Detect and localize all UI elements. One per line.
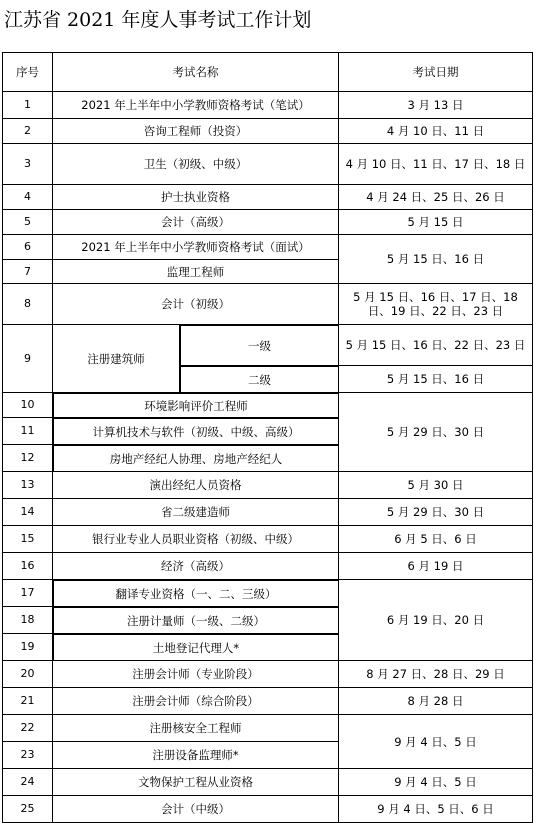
exam-level: 一级: [180, 325, 339, 366]
exam-name: 咨询工程师（投资）: [53, 119, 339, 144]
row-no: 19: [3, 634, 53, 661]
row-no: 10: [3, 393, 53, 418]
exam-name: 房地产经纪人协理、房地产经纪人: [53, 445, 339, 472]
table-row: [3, 553, 533, 580]
exam-name: 会计（初级）: [53, 284, 339, 325]
exam-date: 6 月 5 日、6 日: [339, 526, 533, 553]
row-no: 5: [3, 210, 53, 235]
table-row: [3, 325, 533, 366]
row-no: 3: [3, 144, 53, 185]
exam-date: 5 月 15 日、16 日: [339, 235, 533, 284]
exam-name: 翻译专业资格（一、二、三级）: [53, 580, 339, 607]
exam-date: 5 月 15 日、16 日: [339, 366, 533, 393]
exam-date: 5 月 29 日、30 日: [339, 499, 533, 526]
exam-date: 4 月 24 日、25 日、26 日: [339, 185, 533, 210]
level-cell: [180, 325, 339, 366]
exam-date: 9 月 4 日、5 日: [339, 715, 533, 769]
table-row: [3, 580, 533, 607]
table-row: [3, 715, 533, 742]
exam-name: 护士执业资格: [53, 185, 339, 210]
exam-name: 注册会计师（专业阶段）: [53, 661, 339, 688]
exam-name-cell: [53, 634, 339, 661]
table-row: [3, 185, 533, 210]
exam-date: 5 月 15 日: [339, 210, 533, 235]
exam-name: 省二级建造师: [53, 499, 339, 526]
exam-name: 注册建筑师: [53, 325, 180, 393]
exam-name-cell: [53, 445, 339, 472]
row-no: 15: [3, 526, 53, 553]
row-no: 16: [3, 553, 53, 580]
exam-name: 环境影响评价工程师: [53, 393, 339, 418]
table-row: [3, 499, 533, 526]
exam-date: 6 月 19 日、20 日: [339, 580, 533, 661]
exam-name: 2021 年上半年中小学教师资格考试（面试）: [53, 235, 339, 260]
exam-name-cell: [53, 580, 339, 607]
header-no: 序号: [3, 53, 53, 92]
exam-name: 卫生（初级、中级）: [53, 144, 339, 185]
row-no: 9: [3, 325, 53, 393]
row-no: 23: [3, 742, 53, 769]
exam-name-cell: [53, 418, 339, 445]
exam-date: 3 月 13 日: [339, 92, 533, 119]
row-no: 25: [3, 796, 53, 823]
exam-date: 5 月 15 日、16 日、17 日、18 日、19 日、22 日、23 日: [339, 284, 533, 325]
row-no: 13: [3, 472, 53, 499]
row-no: 11: [3, 418, 53, 445]
exam-name: 土地登记代理人*: [53, 634, 339, 661]
row-no: 4: [3, 185, 53, 210]
row-no: 14: [3, 499, 53, 526]
exam-name: 监理工程师: [53, 260, 339, 284]
table-row: [3, 661, 533, 688]
row-no: 21: [3, 688, 53, 715]
table-row: [3, 284, 533, 325]
exam-name: 演出经纪人员资格: [53, 472, 339, 499]
exam-date: 9 月 4 日、5 日、6 日: [339, 796, 533, 823]
table-row: [3, 92, 533, 119]
exam-name: 注册设备监理师*: [53, 742, 339, 769]
exam-schedule-table: [2, 52, 533, 823]
row-no: 18: [3, 607, 53, 634]
exam-name: 注册核安全工程师: [53, 715, 339, 742]
table-row: [3, 393, 533, 418]
table-row: [3, 688, 533, 715]
table-header-row: [3, 53, 533, 92]
exam-level: 二级: [180, 366, 339, 393]
exam-date: 9 月 4 日、5 日: [339, 769, 533, 796]
table-row: [3, 796, 533, 823]
exam-name: 会计（中级）: [53, 796, 339, 823]
exam-name: 经济（高级）: [53, 553, 339, 580]
table-row: [3, 472, 533, 499]
exam-date: 6 月 19 日: [339, 553, 533, 580]
exam-date: 8 月 28 日: [339, 688, 533, 715]
row-no: 2: [3, 119, 53, 144]
table-row: [3, 119, 533, 144]
table-row: [3, 769, 533, 796]
exam-name: 注册会计师（综合阶段）: [53, 688, 339, 715]
exam-name: 会计（高级）: [53, 210, 339, 235]
table-row: [3, 526, 533, 553]
row-no: 12: [3, 445, 53, 472]
row-no: 6: [3, 235, 53, 260]
row-no: 8: [3, 284, 53, 325]
row-no: 1: [3, 92, 53, 119]
exam-date: 5 月 29 日、30 日: [339, 393, 533, 472]
exam-name: 计算机技术与软件（初级、中级、高级）: [53, 418, 339, 445]
exam-name: 注册计量师（一级、二级）: [53, 607, 339, 634]
exam-name: 文物保护工程从业资格: [53, 769, 339, 796]
exam-date: 5 月 15 日、16 日、22 日、23 日: [339, 325, 533, 366]
exam-date: 4 月 10 日、11 日、17 日、18 日: [339, 144, 533, 185]
row-no: 20: [3, 661, 53, 688]
page-title: 江苏省 2021 年度人事考试工作计划: [4, 9, 312, 31]
exam-date: 5 月 30 日: [339, 472, 533, 499]
table-row: [3, 144, 533, 185]
header-exam-name: 考试名称: [53, 53, 339, 92]
exam-name: 银行业专业人员职业资格（初级、中级）: [53, 526, 339, 553]
row-no: 22: [3, 715, 53, 742]
row-no: 17: [3, 580, 53, 607]
header-exam-date: 考试日期: [339, 53, 533, 92]
exam-name-cell: [53, 607, 339, 634]
table-row: [3, 210, 533, 235]
table-row: [3, 235, 533, 260]
row-no: 24: [3, 769, 53, 796]
exam-name: 2021 年上半年中小学教师资格考试（笔试）: [53, 92, 339, 119]
level-cell: [180, 366, 339, 393]
exam-name-cell: [53, 393, 339, 418]
exam-date: 8 月 27 日、28 日、29 日: [339, 661, 533, 688]
row-no: 7: [3, 260, 53, 284]
exam-date: 4 月 10 日、11 日: [339, 119, 533, 144]
